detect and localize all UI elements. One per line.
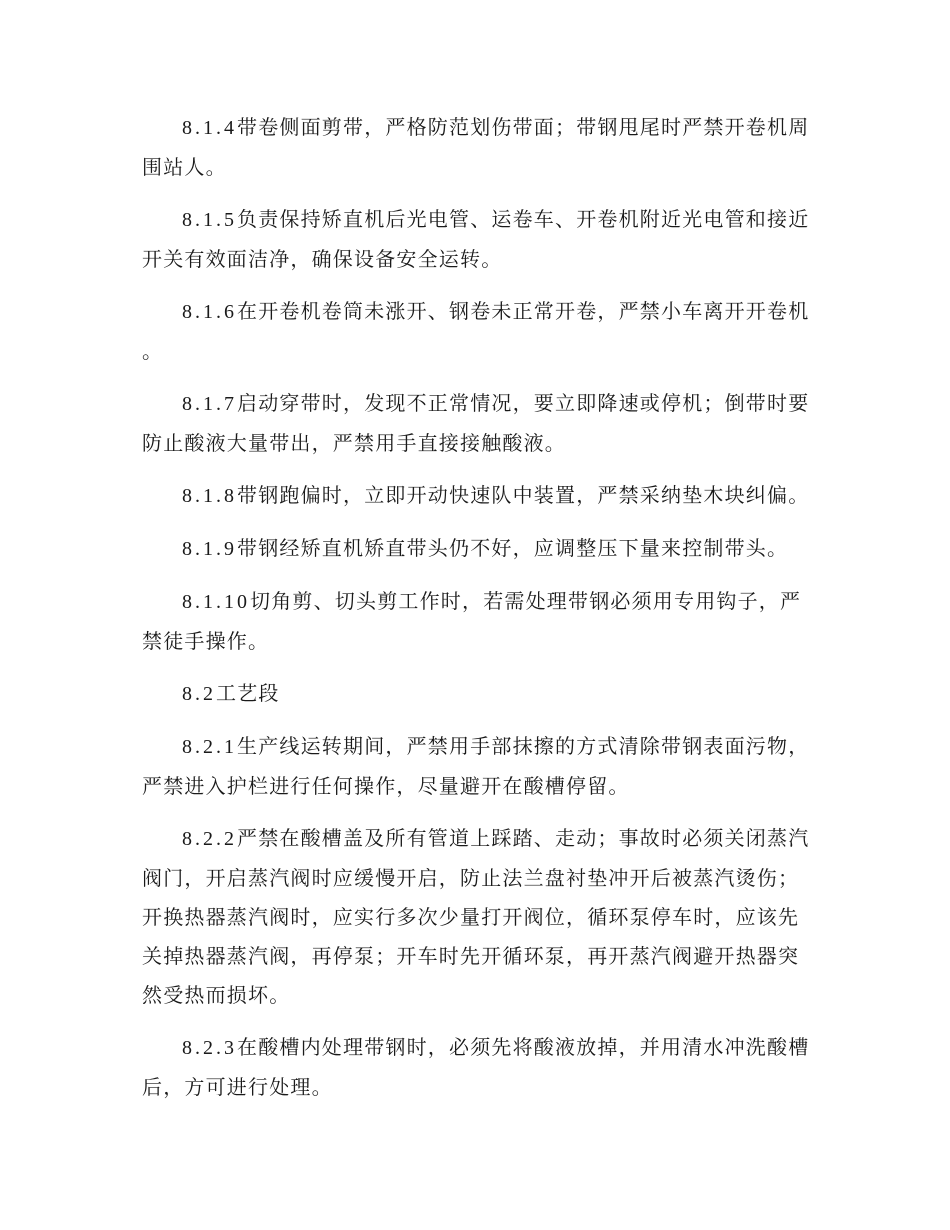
paragraph-8-2-2 [142, 819, 810, 1015]
paragraph-number: 8.1.4 [182, 117, 237, 139]
paragraph-number: 8.2.2 [182, 828, 237, 850]
paragraph-8-2-3 [142, 1028, 810, 1107]
document-body [142, 108, 810, 1120]
paragraph-8-1-6 [142, 292, 810, 371]
paragraph-8-1-9 [142, 529, 810, 569]
paragraph-8-1-7 [142, 384, 810, 463]
section-title: 工艺段 [216, 681, 280, 705]
paragraph-text: 严禁在酸槽盖及所有管道上踩踏、走动；事故时必须关闭蒸汽阀门，开启蒸汽阀时应缓慢开启，防止法兰盘衬垫冲开后被蒸汽烫伤；开换热器蒸汽阀时，应实行多次少量打开阀位，循环泵停车时，应该先关掉热器蒸汽阀，再停泵；开车时先开循环泵，再开蒸汽阀避开热器突然受热而损坏。 [142, 826, 810, 1007]
paragraph-text: 带钢经矫直机矫直带头仍不好，应调整压下量来控制带头。 [237, 536, 789, 560]
paragraph-8-1-4 [142, 108, 810, 187]
paragraph-8-1-10 [142, 582, 810, 661]
paragraph-number: 8.2.1 [182, 736, 237, 758]
paragraph-text: 在开卷机卷筒未涨开、钢卷未正常开卷，严禁小车离开开卷机。 [142, 299, 810, 363]
paragraph-text: 负责保持矫直机后光电管、运卷车、开卷机附近光电管和接近开关有效面洁净，确保设备安全运转。 [142, 207, 810, 271]
paragraph-8-1-5 [142, 200, 810, 279]
section-heading-8-2 [142, 674, 810, 714]
paragraph-number: 8.1.7 [182, 393, 237, 415]
paragraph-number: 8.1.5 [182, 209, 237, 231]
paragraph-number: 8.1.10 [182, 591, 250, 613]
paragraph-text: 在酸槽内处理带钢时，必须先将酸液放掉，并用清水冲洗酸槽后，方可进行处理。 [142, 1035, 810, 1099]
paragraph-text: 带卷侧面剪带，严格防范划伤带面；带钢甩尾时严禁开卷机周围站人。 [142, 115, 810, 179]
section-number: 8.2 [182, 683, 216, 705]
paragraph-number: 8.1.9 [182, 538, 237, 560]
paragraph-8-2-1 [142, 727, 810, 806]
paragraph-number: 8.1.6 [182, 301, 237, 323]
paragraph-text: 切角剪、切头剪工作时，若需处理带钢必须用专用钩子，严禁徒手操作。 [142, 589, 802, 653]
paragraph-8-1-8 [142, 476, 810, 516]
paragraph-text: 启动穿带时，发现不正常情况，要立即降速或停机；倒带时要防止酸液大量带出，严禁用手直接接触酸液。 [142, 391, 810, 455]
paragraph-number: 8.1.8 [182, 485, 237, 507]
paragraph-text: 带钢跑偏时，立即开动快速队中装置，严禁采纳垫木块纠偏。 [237, 483, 810, 507]
paragraph-text: 生产线运转期间，严禁用手部抹擦的方式清除带钢表面污物，严禁进入护栏进行任何操作，尽量避开在酸槽停留。 [142, 734, 810, 798]
paragraph-number: 8.2.3 [182, 1037, 237, 1059]
